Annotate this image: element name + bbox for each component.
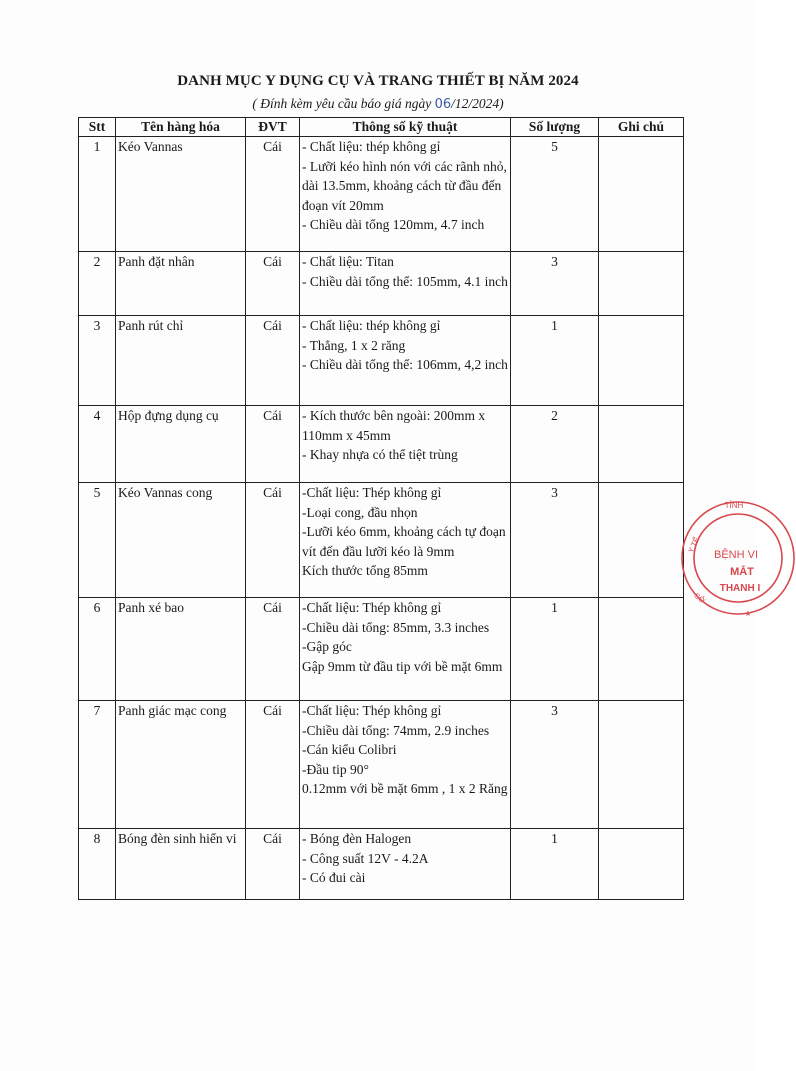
stamp-text-line3: THANH I bbox=[719, 583, 761, 594]
cell-name: Kéo Vannas bbox=[116, 137, 246, 252]
subtitle-suffix: /12/2024) bbox=[451, 96, 504, 111]
cell-stt: 2 bbox=[79, 252, 116, 316]
hospital-stamp bbox=[676, 498, 796, 618]
cell-spec bbox=[300, 406, 511, 483]
cell-unit: Cái bbox=[246, 701, 300, 829]
cell-note bbox=[599, 316, 684, 406]
cell-unit: Cái bbox=[246, 137, 300, 252]
cell-name: Bóng đèn sinh hiển vi bbox=[116, 829, 246, 900]
cell-name: Kéo Vannas cong bbox=[116, 483, 246, 598]
subtitle-handwritten-day: 06 bbox=[434, 97, 452, 112]
table-header-row bbox=[79, 118, 684, 137]
spec-line: - Bóng đèn Halogen bbox=[302, 831, 412, 846]
table-row bbox=[79, 483, 684, 598]
spec-line: - Chất liệu: thép không gỉ bbox=[302, 139, 441, 154]
cell-note bbox=[599, 701, 684, 829]
cell-stt: 3 bbox=[79, 316, 116, 406]
spec-line: -Loại cong, đầu nhọn bbox=[302, 504, 418, 520]
spec-line: - Chất liệu: Titan bbox=[302, 254, 394, 269]
spec-line: -Chiều dài tổng: 74mm, 2.9 inches bbox=[302, 722, 490, 738]
cell-unit: Cái bbox=[246, 406, 300, 483]
cell-unit: Cái bbox=[246, 483, 300, 598]
equipment-table bbox=[78, 117, 684, 900]
cell-name: Hộp đựng dụng cụ bbox=[116, 406, 246, 483]
spec-line: - Có đui cài bbox=[302, 870, 366, 885]
table-row bbox=[79, 829, 684, 900]
cell-note bbox=[599, 406, 684, 483]
spec-line: -Chất liệu: Thép không gỉ bbox=[302, 485, 442, 500]
spec-line: - Lưỡi kéo hình nón với các rãnh nhỏ, dài 13.5mm, khoảng cách từ đầu đến đoạn vít 20mm bbox=[302, 158, 507, 213]
stamp-text-bottom: SỞ bbox=[692, 590, 707, 606]
spec-line: 0.12mm với bề mặt 6mm , 1 x 2 Răng bbox=[302, 781, 508, 796]
cell-qty: 3 bbox=[511, 701, 599, 829]
cell-qty: 1 bbox=[511, 316, 599, 406]
cell-unit: Cái bbox=[246, 829, 300, 900]
cell-spec bbox=[300, 483, 511, 598]
cell-stt: 5 bbox=[79, 483, 116, 598]
cell-note bbox=[599, 598, 684, 701]
cell-note bbox=[599, 137, 684, 252]
spec-line: - Công suất 12V - 4.2A bbox=[302, 850, 429, 866]
cell-name: Panh xé bao bbox=[116, 598, 246, 701]
cell-spec bbox=[300, 829, 511, 900]
cell-stt: 6 bbox=[79, 598, 116, 701]
spec-line: -Cán kiểu Colibri bbox=[302, 742, 397, 757]
table-row bbox=[79, 137, 684, 252]
spec-line: - Thẳng, 1 x 2 răng bbox=[302, 337, 406, 353]
cell-spec bbox=[300, 252, 511, 316]
spec-line: -Đầu tip 90° bbox=[302, 761, 369, 777]
spec-line: Gập 9mm từ đầu tip với bề mặt 6mm bbox=[302, 658, 503, 674]
cell-name: Panh đặt nhân bbox=[116, 252, 246, 316]
table-row bbox=[79, 252, 684, 316]
header-qty: Số lượng bbox=[511, 118, 599, 137]
cell-qty: 1 bbox=[511, 829, 599, 900]
document-title: DANH MỤC Y DỤNG CỤ VÀ TRANG THIẾT BỊ NĂM 2024 bbox=[177, 73, 579, 89]
spec-line: -Lưỡi kéo 6mm, khoảng cách tự đoạn vít đến đầu lưỡi kéo là 9mm bbox=[302, 524, 506, 559]
table-row bbox=[79, 598, 684, 701]
header-note: Ghi chú bbox=[599, 118, 684, 137]
cell-name: Panh rút chỉ bbox=[116, 316, 246, 406]
cell-unit: Cái bbox=[246, 316, 300, 406]
spec-line: - Khay nhựa có thể tiệt trùng bbox=[302, 447, 458, 462]
cell-stt: 7 bbox=[79, 701, 116, 829]
spec-line: -Chất liệu: Thép không gỉ bbox=[302, 600, 442, 615]
subtitle-prefix: ( Đính kèm yêu cầu báo giá ngày bbox=[252, 96, 435, 111]
cell-spec bbox=[300, 598, 511, 701]
cell-unit: Cái bbox=[246, 252, 300, 316]
header-spec: Thông số kỹ thuật bbox=[300, 118, 511, 137]
header-name: Tên hàng hóa bbox=[116, 118, 246, 137]
cell-qty: 3 bbox=[511, 483, 599, 598]
stamp-text-left: Y TẾ bbox=[686, 535, 702, 555]
table-body bbox=[79, 137, 684, 900]
cell-note bbox=[599, 483, 684, 598]
cell-qty: 2 bbox=[511, 406, 599, 483]
cell-stt: 8 bbox=[79, 829, 116, 900]
spec-line: - Kích thước bên ngoài: 200mm x 110mm x 45mm bbox=[302, 408, 486, 443]
cell-stt: 1 bbox=[79, 137, 116, 252]
spec-line: - Chiều dài tổng 120mm, 4.7 inch bbox=[302, 217, 485, 232]
cell-qty: 5 bbox=[511, 137, 599, 252]
cell-unit: Cái bbox=[246, 598, 300, 701]
header-stt: Stt bbox=[79, 118, 116, 137]
stamp-text-top: TỈNH bbox=[724, 501, 744, 510]
spec-line: -Gập góc bbox=[302, 639, 352, 654]
cell-qty: 3 bbox=[511, 252, 599, 316]
spec-line: - Chiều dài tổng thể: 105mm, 4.1 inch bbox=[302, 273, 508, 289]
spec-line: Kích thước tổng 85mm bbox=[302, 563, 428, 578]
stamp-text-line2: MẮT bbox=[730, 566, 754, 578]
spec-line: -Chất liệu: Thép không gỉ bbox=[302, 703, 442, 718]
table-row bbox=[79, 316, 684, 406]
header-unit: ĐVT bbox=[246, 118, 300, 137]
spec-line: - Chiều dài tổng thể: 106mm, 4,2 inch bbox=[302, 357, 508, 372]
stamp-star-icon: ★ bbox=[744, 609, 752, 618]
cell-name: Panh giác mạc cong bbox=[116, 701, 246, 829]
stamp-text-line1: BỆNH VI bbox=[713, 549, 759, 561]
cell-note bbox=[599, 252, 684, 316]
cell-spec bbox=[300, 316, 511, 406]
table-row bbox=[79, 406, 684, 483]
document-subtitle bbox=[0, 96, 756, 112]
spec-line: - Chất liệu: thép không gỉ bbox=[302, 318, 441, 333]
cell-spec bbox=[300, 137, 511, 252]
cell-stt: 4 bbox=[79, 406, 116, 483]
cell-qty: 1 bbox=[511, 598, 599, 701]
cell-note bbox=[599, 829, 684, 900]
table-row bbox=[79, 701, 684, 829]
cell-spec bbox=[300, 701, 511, 829]
spec-line: -Chiều dài tổng: 85mm, 3.3 inches bbox=[302, 619, 490, 635]
